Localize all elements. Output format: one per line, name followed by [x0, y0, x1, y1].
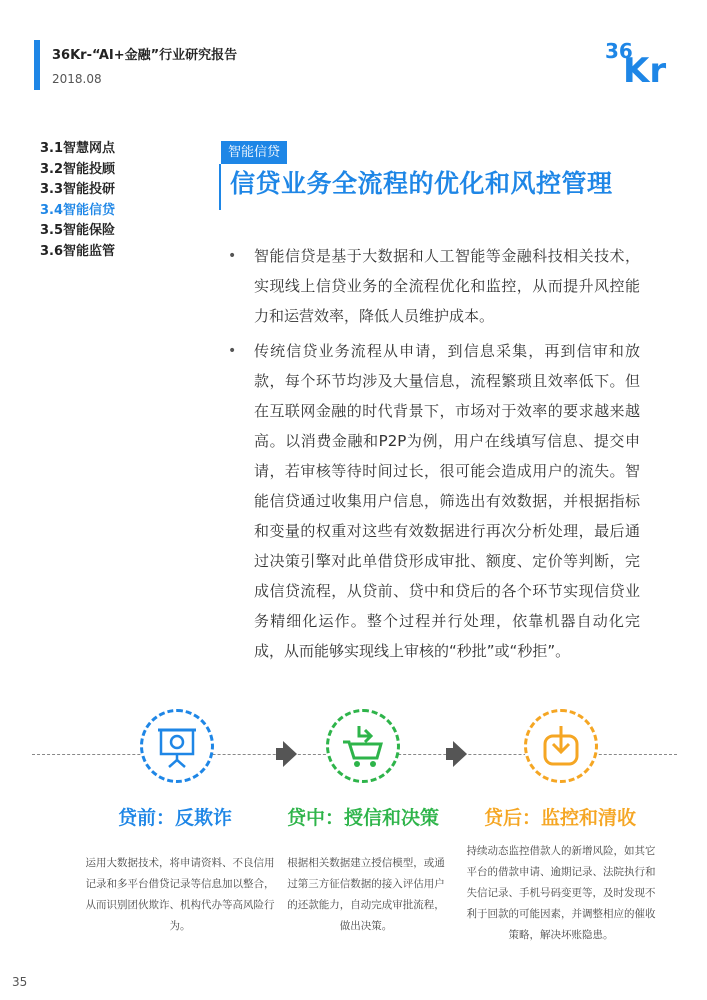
bullet-text: 传统信贷业务流程从申请，到信息采集，再到信审和放款，每个环节均涉及大量信息，流程繁琐且效率低下。但在互联网金融的时代背景下，市场对于效率的要求越来越高。以消费金融和P2P为例，用户在线填写信息、提交申请，若审核等待时间过长，很可能会造成用户的流失。智能信贷通过收集用户信息，筛选出有效数据，并根据指标和变量的权重对这些有效数据进行再次分析处理，最后通过决策引擎对此单借贷形成审批、额度、定价等判断，完成信贷流程，从贷前、贷中和贷后的各个环节实现信贷业务精细化运作。整个过程并行处理，依靠机器自动化完成，从而能够实现线上审核的“秒批”或“秒拒”。 — [254, 342, 640, 660]
in-loan-title: 贷中：授信和决策 — [286, 807, 439, 829]
section-title: 信贷业务全流程的优化和风控管理 — [230, 169, 613, 198]
36kr-logo — [603, 32, 683, 92]
arrow-right-icon — [453, 741, 467, 767]
nav-item-3-3[interactable]: 3.3智能投研 — [40, 182, 116, 197]
post-loan-description: 持续动态监控借款人的新增风险，如其它平台的借款申请、逾期记录、法院执行和失信记录、手机号码变更等，及时发现不利于回款的可能因素，并调整相应的催收策略，解决坏账隐患。 — [466, 845, 656, 941]
in-loan-icon-circle — [326, 709, 400, 783]
nav-item-3-5[interactable]: 3.5智能保险 — [40, 223, 116, 238]
pre-loan-title: 贷前：反欺诈 — [117, 807, 232, 829]
post-loan-title: 贷后：监控和清收 — [483, 807, 636, 829]
arrow-right-icon — [283, 741, 297, 767]
post-loan-icon-circle — [524, 709, 598, 783]
section-tag: 智能信贷 — [221, 141, 287, 164]
report-title: 36Kr-“AI+金融”行业研究报告 — [52, 48, 238, 63]
svg-text:36: 36 — [605, 39, 633, 63]
section-accent-line — [219, 164, 221, 210]
bullet-icon: • — [228, 343, 237, 359]
bullet-text: 智能信贷是基于大数据和人工智能等金融科技相关技术，实现线上信贷业务的全流程优化和监控，从而提升风控能力和运营效率，降低人员维护成本。 — [254, 247, 640, 325]
nav-item-3-1[interactable]: 3.1智慧网点 — [40, 141, 116, 156]
nav-item-3-6[interactable]: 3.6智能监管 — [40, 243, 116, 259]
presentation-board-icon — [153, 722, 201, 770]
chapter-nav — [40, 139, 115, 262]
svg-text:Kr: Kr — [623, 51, 667, 91]
nav-item-3-2[interactable]: 3.2智能投顾 — [40, 161, 116, 177]
page-number: 35 — [12, 975, 28, 989]
report-date: 2018.08 — [52, 72, 102, 86]
pre-loan-icon-circle — [140, 709, 214, 783]
in-loan-description: 根据相关数据建立授信模型，或通过第三方征信数据的接入评估用户的还款能力，自动完成审批流程，做出决策。 — [287, 857, 445, 932]
bullet-icon: • — [228, 248, 237, 264]
bullet-paragraph — [228, 336, 640, 666]
shopping-cart-icon — [339, 722, 387, 770]
body-text — [228, 241, 640, 671]
pre-loan-description: 运用大数据技术，将申请资料、不良信用记录和多平台借贷记录等信息加以整合，从而识别团伙欺诈、机构代办等高风险行为。 — [85, 857, 275, 932]
header-accent-bar — [34, 40, 40, 90]
download-tray-icon — [537, 722, 585, 770]
bullet-paragraph — [228, 241, 640, 331]
nav-item-3-4-active[interactable]: 3.4智能信贷 — [40, 202, 116, 218]
